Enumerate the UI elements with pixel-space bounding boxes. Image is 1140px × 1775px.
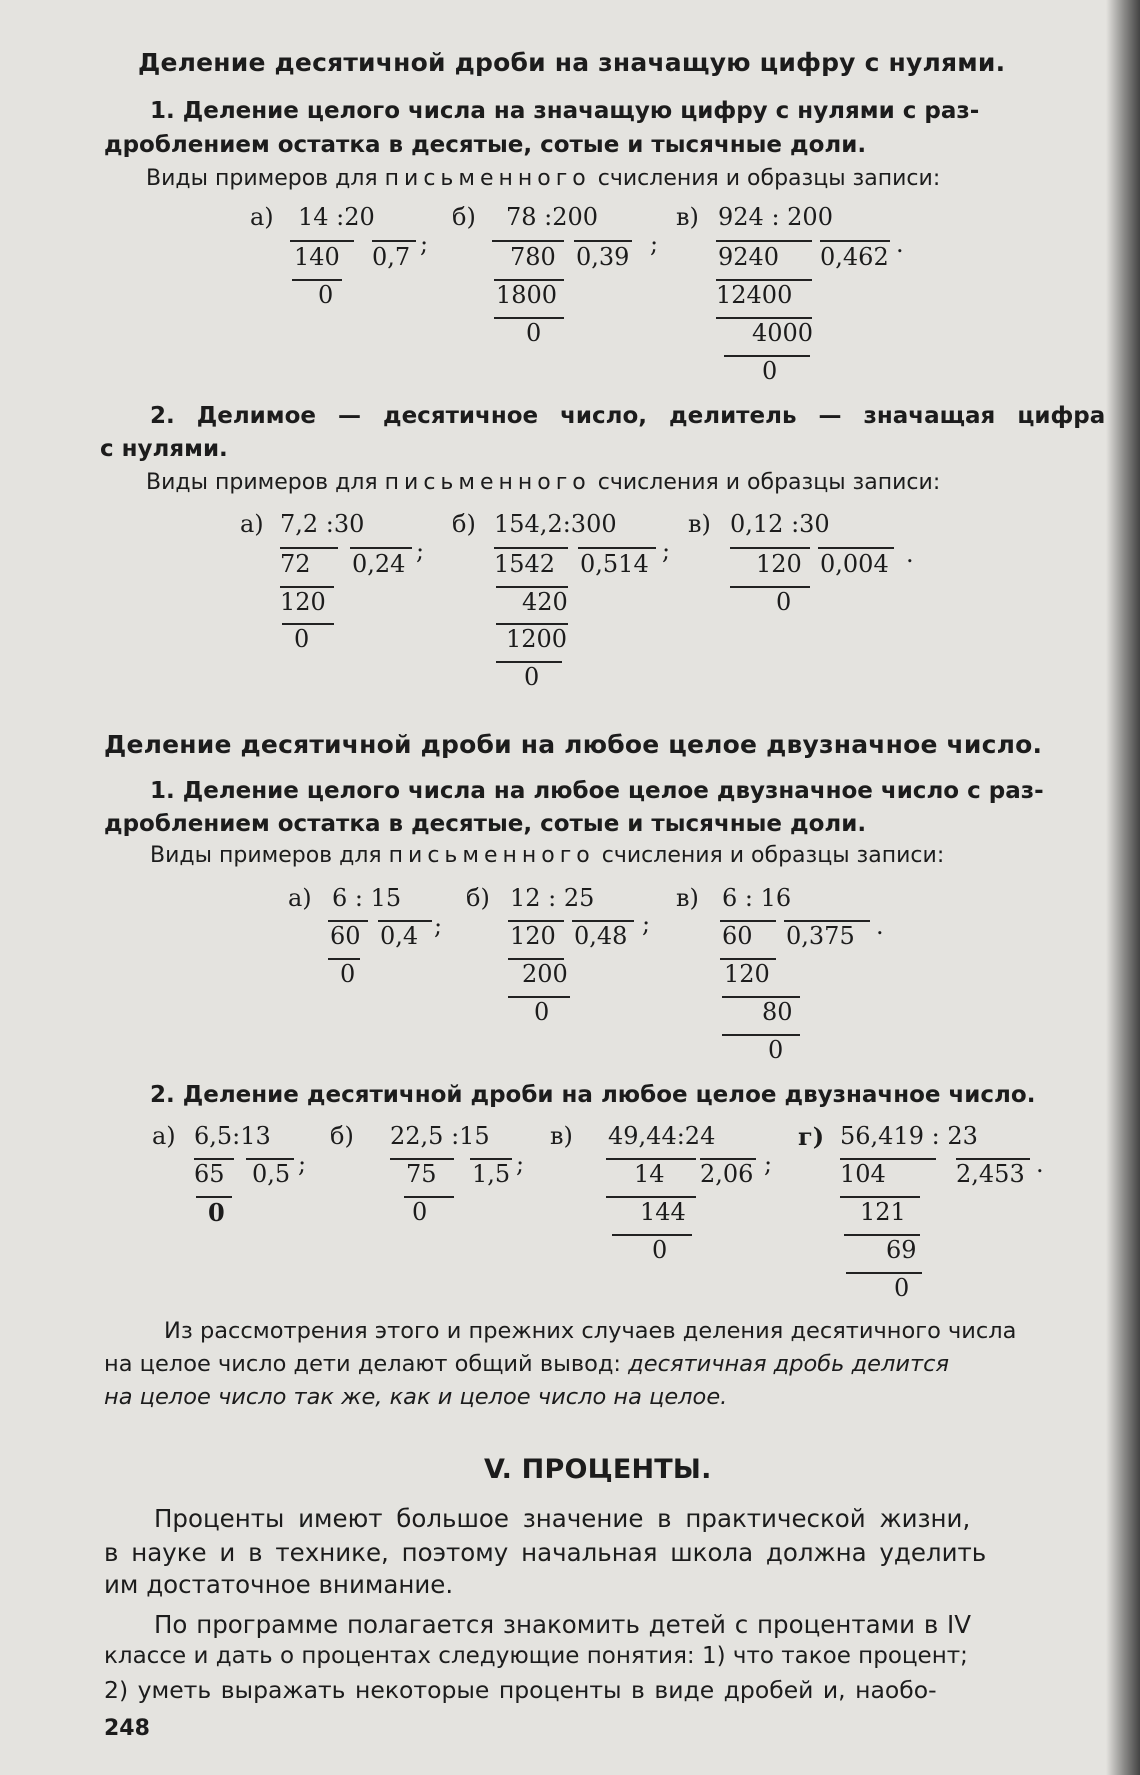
- paragraph-2-line-c: 2) уметь выражать некоторые проценты в виде дробей и, наобо-: [104, 1676, 937, 1704]
- remainder-2-c: 0: [776, 588, 792, 616]
- remainder-1-a: 60: [330, 922, 361, 950]
- separator: ;: [416, 537, 425, 565]
- separator: ;: [298, 1150, 307, 1178]
- remainder-3-c: 4000: [752, 319, 814, 347]
- section-title-1: Деление десятичной дроби на значащую цифру с нулями.: [138, 48, 1006, 77]
- dividend-divisor-c: 49,44:24: [608, 1122, 716, 1150]
- subsection-heading-1-1b: дроблением остатка в десятые, сотые и тысячные доли.: [104, 132, 867, 158]
- dividend-divisor-b: 154,2:300: [494, 510, 617, 538]
- conclusion-line-a: Из рассмотрения этого и прежних случаев деления десятичного числа: [164, 1318, 1017, 1344]
- remainder-2-b: 420: [522, 588, 568, 616]
- remainder-1-b: 1542: [494, 550, 556, 578]
- intro-line-1-2: Виды примеров для письменного счисления и образцы записи:: [146, 470, 941, 495]
- example-label-d: г): [798, 1122, 825, 1151]
- subsection-heading-1-2a: 2. Делимое — десятичное число, делитель — значащая цифра: [150, 403, 1106, 429]
- remainder-2-a: 0: [208, 1198, 225, 1227]
- example-label-b: б): [452, 510, 476, 538]
- section-title-3: V. ПРОЦЕНТЫ.: [484, 1454, 712, 1485]
- remainder-1-b: 75: [406, 1160, 437, 1188]
- intro-line-2-1: Виды примеров для письменного счисления и образцы записи:: [150, 843, 945, 868]
- page-number: 248: [104, 1716, 150, 1741]
- remainder-1-c: 120: [756, 550, 802, 578]
- end-period: .: [1036, 1150, 1044, 1178]
- example-label-b: б): [330, 1122, 354, 1150]
- remainder-3-b: 0: [534, 998, 550, 1026]
- remainder-1-a: 65: [194, 1160, 225, 1188]
- example-label-c: в): [676, 203, 699, 231]
- quotient-c: 0,462: [820, 243, 889, 271]
- remainder-2-c: 120: [724, 960, 770, 988]
- remainder-2-a: 0: [340, 960, 356, 988]
- dividend-divisor-a: 6 : 15: [332, 884, 402, 912]
- remainder-2-a: 0: [318, 281, 334, 309]
- paragraph-1-line-c: им достаточное внимание.: [104, 1570, 454, 1599]
- remainder-3-d: 69: [886, 1236, 917, 1264]
- subsection-heading-2-1a: 1. Деление целого числа на любое целое двузначное число с раз-: [150, 778, 1044, 804]
- dividend-divisor-c: 0,12 :30: [730, 510, 830, 538]
- end-period: .: [896, 230, 904, 258]
- intro-line-1-1: Виды примеров для письменного счисления и образцы записи:: [146, 166, 941, 191]
- example-label-b: б): [466, 884, 490, 912]
- quotient-a: 0,24: [352, 550, 406, 578]
- remainder-2-d: 121: [860, 1198, 906, 1226]
- remainder-1-c: 14: [634, 1160, 665, 1188]
- remainder-2-c: 144: [640, 1198, 686, 1226]
- quotient-a: 0,7: [372, 243, 411, 271]
- paragraph-1-line-a: Проценты имеют большое значение в практической жизни,: [154, 1504, 971, 1533]
- remainder-3-a: 0: [294, 625, 310, 653]
- dividend-divisor-b: 22,5 :15: [390, 1122, 490, 1150]
- example-label-a: а): [288, 884, 312, 912]
- dividend-divisor-a: 6,5:13: [194, 1122, 271, 1150]
- quotient-b: 0,514: [580, 550, 649, 578]
- quotient-a: 0,5: [252, 1160, 291, 1188]
- quotient-b: 0,39: [576, 243, 630, 271]
- dividend-divisor-c: 6 : 16: [722, 884, 792, 912]
- conclusion-line-b: на целое число дети делают общий вывод: десятичная дробь делится: [104, 1351, 949, 1377]
- example-label-c: в): [676, 884, 699, 912]
- subsection-heading-1-1a: 1. Деление целого числа на значащую цифру с нулями с раз-: [150, 98, 980, 124]
- separator: ;: [662, 537, 671, 565]
- example-label-a: а): [152, 1122, 176, 1150]
- remainder-4-b: 0: [524, 663, 540, 691]
- conclusion-line-c: на целое число так же, как и целое число на целое.: [104, 1384, 728, 1410]
- example-label-c: в): [688, 510, 711, 538]
- remainder-2-a: 120: [280, 588, 326, 616]
- example-label-a: а): [250, 203, 274, 231]
- separator: ;: [650, 230, 659, 258]
- quotient-c: 0,375: [786, 922, 855, 950]
- remainder-3-b: 0: [526, 319, 542, 347]
- remainder-2-b: 1800: [496, 281, 558, 309]
- dividend-divisor-b: 78 :200: [506, 203, 599, 231]
- dividend-divisor-a: 14 :20: [298, 203, 375, 231]
- paragraph-2-line-b: классе и дать о процентах следующие понятия: 1) что такое процент;: [104, 1643, 968, 1669]
- dividend-divisor-a: 7,2 :30: [280, 510, 365, 538]
- remainder-1-c: 60: [722, 922, 753, 950]
- quotient-d: 2,453: [956, 1160, 1025, 1188]
- example-label-a: а): [240, 510, 264, 538]
- quotient-b: 1,5: [472, 1160, 511, 1188]
- subsection-heading-2-2: 2. Деление десятичной дроби на любое целое двузначное число.: [150, 1082, 1036, 1108]
- remainder-3-c: 80: [762, 998, 793, 1026]
- remainder-1-a: 140: [294, 243, 340, 271]
- end-period: .: [906, 540, 914, 568]
- paragraph-2-line-a: По программе полагается знакомить детей с процентами в IV: [154, 1610, 972, 1639]
- remainder-1-d: 104: [840, 1160, 886, 1188]
- remainder-1-c: 9240: [718, 243, 780, 271]
- remainder-1-b: 120: [510, 922, 556, 950]
- separator: ;: [642, 910, 651, 938]
- quotient-a: 0,4: [380, 922, 419, 950]
- remainder-2-c: 12400: [716, 281, 793, 309]
- remainder-3-c: 0: [652, 1236, 668, 1264]
- dividend-divisor-b: 12 : 25: [510, 884, 595, 912]
- dividend-divisor-d: 56,419 : 23: [840, 1122, 978, 1150]
- end-period: .: [876, 912, 884, 940]
- separator: ;: [516, 1150, 525, 1178]
- quotient-c: 2,06: [700, 1160, 754, 1188]
- remainder-2-b: 0: [412, 1198, 428, 1226]
- quotient-b: 0,48: [574, 922, 628, 950]
- separator: ;: [420, 230, 429, 258]
- dividend-divisor-c: 924 : 200: [718, 203, 833, 231]
- remainder-4-c: 0: [762, 357, 778, 385]
- paragraph-1-line-b: в науке и в технике, поэтому начальная школа должна уделить: [104, 1538, 987, 1567]
- remainder-2-b: 200: [522, 960, 568, 988]
- remainder-4-d: 0: [894, 1274, 910, 1302]
- remainder-1-a: 72: [280, 550, 311, 578]
- remainder-1-b: 780: [510, 243, 556, 271]
- separator: ;: [764, 1150, 773, 1178]
- example-label-b: б): [452, 203, 476, 231]
- quotient-c: 0,004: [820, 550, 889, 578]
- section-title-2: Деление десятичной дроби на любое целое двузначное число.: [104, 730, 1043, 759]
- example-label-c: в): [550, 1122, 573, 1150]
- separator: ;: [434, 912, 443, 940]
- page-edge-shadow: [1106, 0, 1140, 1775]
- subsection-heading-1-2b: с нулями.: [100, 436, 228, 462]
- remainder-4-c: 0: [768, 1036, 784, 1064]
- remainder-3-b: 1200: [506, 625, 568, 653]
- subsection-heading-2-1b: дроблением остатка в десятые, сотые и тысячные доли.: [104, 811, 867, 837]
